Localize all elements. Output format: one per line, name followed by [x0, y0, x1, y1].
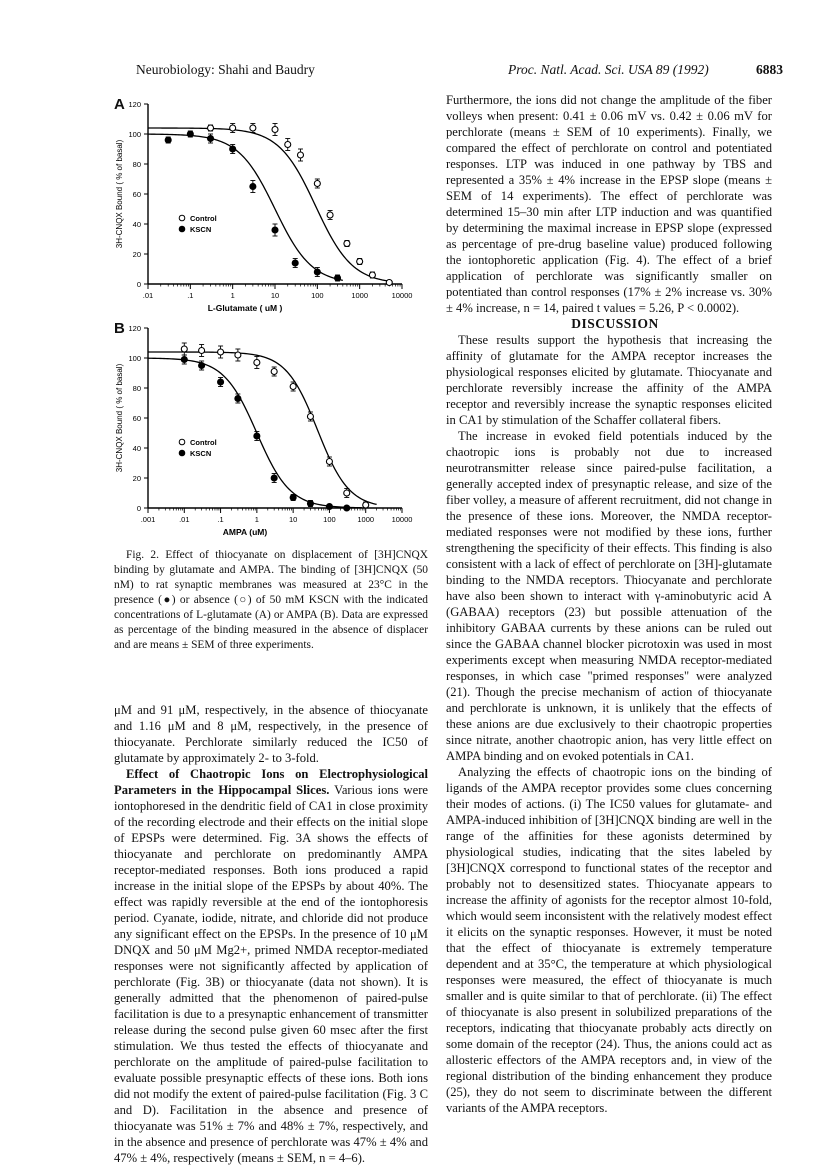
legend-label: Control: [190, 438, 217, 447]
legend-marker: [179, 226, 185, 232]
data-point-control: [363, 502, 369, 508]
data-point-control: [369, 272, 375, 278]
data-point-control: [235, 352, 241, 358]
data-point-control: [285, 142, 291, 148]
x-tick-label: .1: [217, 515, 224, 524]
paragraph-ic50: μM and 91 μM, respectively, in the absence of thiocyanate and 1.16 μM and 8 μM, respectively, in the presence of thiocyanate. Perchlorate similarly reduced the IC50 of glutamate by approximately 2- to 3-fold.: [114, 703, 428, 765]
fit-curve-kscn: [148, 134, 343, 280]
data-point-control: [307, 414, 313, 420]
data-point-control: [208, 125, 214, 131]
x-tick-label: 10: [288, 515, 298, 524]
data-point-kscn: [344, 505, 350, 511]
data-point-control: [314, 181, 320, 187]
data-point-kscn: [314, 269, 320, 275]
data-point-control: [327, 212, 333, 218]
paragraph-electrophysiology: Effect of Chaotropic Ions on Electrophysiological Parameters in the Hippocampal Slices. Various ions were iontophoresed in the dendritic field of CA1 in close proximity of the recording electrode and their effects on the initial slope of EPSPs were determined. Fig. 3A shows the effects of thiocyanate and perchlorate on predominantly AMPA receptor-mediated responses. Both ions produced a rapid increase in the initial slope of the EPSPs by about 40%. The effect was rapidly reversible at the end of the iontophoresis period. Cyanate, iodide, nitrate, and chloride did not produce any significant effect on the EPSPs. In the presence of 10 μM DNQX and 50 μM Mg2+, primed NMDA receptor-mediated responses were not significantly affected by application of perchlorate (Fig. 3B) or thiocyanate (data not shown). It is generally admitted that the phenomenon of paired-pulse facilitation is due to a presynaptic enhancement of transmitter release during the second pulse given 60 msec after the first stimulation. We thus tested the effects of thiocyanate and perchlorate on the amplitude of paired-pulse facilitation to evaluate possible presynaptic effects of these ions. Both ions did not modify the extent of paired-pulse facilitation (Fig. 3 C and D). Facilitation in the absence and presence of thiocyanate was 51% ± 7% and 48% ± 7%, respectively, and in the absence and presence of perchlorate was 47% ± 4% and 47% ± 4%, respectively (means ± SEM, n = 4–6).: [114, 767, 428, 1165]
data-point-control: [344, 490, 350, 496]
data-point-kscn: [165, 137, 171, 143]
right-column: [446, 92, 772, 1116]
x-axis-label: L-Glutamate ( uM ): [207, 303, 283, 313]
x-tick-label: 1: [254, 515, 259, 524]
discussion-heading: DISCUSSION: [571, 316, 659, 331]
legend-label: KSCN: [190, 225, 212, 234]
data-point-control: [250, 125, 256, 131]
data-point-kscn: [326, 504, 332, 510]
x-tick-label: .01: [142, 291, 154, 300]
fit-curve-control: [148, 352, 377, 504]
y-tick-label: 80: [132, 384, 141, 393]
y-tick-label: 0: [136, 280, 141, 289]
y-tick-label: 120: [128, 324, 141, 333]
y-tick-label: 100: [128, 354, 141, 363]
x-tick-label: 10000: [391, 291, 413, 300]
y-tick-label: 40: [132, 220, 141, 229]
panel-label-a: A: [114, 96, 125, 113]
x-tick-label: 1000: [357, 515, 375, 524]
x-tick-label: 1000: [351, 291, 369, 300]
x-tick-label: 100: [323, 515, 336, 524]
legend-marker: [179, 450, 185, 456]
x-tick-label: 10000: [391, 515, 413, 524]
data-point-kscn: [218, 379, 224, 385]
data-point-control: [271, 369, 277, 375]
y-tick-label: 20: [132, 250, 141, 259]
chart-panel-a: [110, 92, 430, 314]
data-point-control: [199, 348, 205, 354]
running-header-authors: Neurobiology: Shahi and Baudry: [136, 62, 315, 77]
legend-label: Control: [190, 214, 217, 223]
y-tick-label: 40: [132, 444, 141, 453]
data-point-kscn: [272, 227, 278, 233]
data-point-control: [272, 127, 278, 133]
fit-curve-control: [148, 128, 393, 282]
page-number: 6883: [756, 62, 783, 77]
y-tick-label: 60: [132, 190, 141, 199]
x-tick-label: .01: [179, 515, 190, 524]
data-point-kscn: [199, 363, 205, 369]
data-point-kscn: [254, 433, 260, 439]
y-tick-label: 60: [132, 414, 141, 423]
paragraph-discussion-1: These results support the hypothesis that increasing the affinity of glutamate for the AMPA receptor increases the physiological responses elicited by glutamate. Thiocyanate and perchlorate reversibly increase the affinity of the AMPA receptor and reversibly increase the synaptic responses elicited in CA1 by stimulation of the Schaffer collateral fibers.: [446, 333, 772, 427]
y-tick-label: 80: [132, 160, 141, 169]
data-point-control: [218, 349, 224, 355]
data-point-control: [290, 384, 296, 390]
data-point-kscn: [235, 396, 241, 402]
data-point-kscn: [181, 357, 187, 363]
data-point-kscn: [335, 275, 341, 281]
chart-panel-b: [110, 316, 430, 538]
left-column: [114, 702, 428, 1166]
data-point-control: [297, 152, 303, 158]
y-tick-label: 120: [128, 100, 141, 109]
data-point-kscn: [290, 495, 296, 501]
paragraph-fiber-volleys: Furthermore, the ions did not change the amplitude of the fiber volleys when present: 0.41 ± 0.06 mV vs. 0.42 ± 0.06 mV for perchlorate (means ± SEM of 10 experiments). Finally, we compared the effect of perchlorate on control and potentiated responses. LTP was induced in one pathway by TBS and represented a 35% ± 4% increase in the EPSP slope (means ± SEM of 14 experiments). The effect of perchlorate was determined 15–30 min after LTP induction and was quantified by determining the maximal increase in EPSP slope (expressed as percentage of pre-drug baseline value) produced following the iontophoretic application (Fig. 4). The effect of a brief application of perchlorate was significantly smaller on potentiated than control responses (17% ± 2% increase vs. 30% ± 4% increase, n = 14, paired t values = 5.26, P < 0.0002).: [446, 93, 772, 315]
data-point-kscn: [250, 184, 256, 190]
y-axis-label: 3H-CNQX Bound ( % of basal): [115, 363, 124, 473]
data-point-kscn: [230, 146, 236, 152]
data-point-control: [254, 360, 260, 366]
paragraph-discussion-3: Analyzing the effects of chaotropic ions on the binding of ligands of the AMPA receptor provides some clues concerning their modes of actions. (i) The IC50 values for glutamate- and AMPA-induced inhibition of [3H]CNQX binding are well in the range of the affinities for these agonists determined by physiological studies, indicating that the sites labeled by [3H]CNQX correspond to functional states of the receptor and probably not to desensitized states. Thiocyanate appears to increase the affinity of agonists for the receptor almost 10-fold, which would seem inconsistent with the relatively modest effect it elicits on the synaptic responses. However, it must be noted that the effect of thiocyanate is extremely temperature dependent and at 35°C, the temperature at which physiological responses were measured, the effect of thiocyanate is much smaller and is quite similar to that of perchlorate. (ii) The effect of thiocyanate is also present in solubilized preparations of the receptors, indicating that thiocyanate probably acts directly on some domain of the receptor (24). Thus, the anions could act as allosteric effectors of the AMPA receptors and, in view of the regional distribution of the binding enhancement they produce (25), they do not seem to discriminate between the different variants of the AMPA receptors.: [446, 765, 772, 1115]
data-point-control: [326, 459, 332, 465]
data-point-control: [344, 241, 350, 247]
legend-marker: [179, 215, 185, 221]
data-point-kscn: [292, 260, 298, 266]
x-tick-label: 1: [230, 291, 235, 300]
data-point-control: [386, 280, 392, 286]
data-point-kscn: [271, 475, 277, 481]
section-subheading: Effect of Chaotropic Ions on Electrophysiological Parameters in the Hippocampal Slices.: [114, 767, 428, 797]
data-point-kscn: [187, 131, 193, 137]
y-axis-label: 3H-CNQX Bound ( % of basal): [115, 139, 124, 249]
x-tick-label: .001: [140, 515, 156, 524]
paragraph-discussion-2: The increase in evoked field potentials induced by the chaotropic ions is probably not due to increased neurotransmitter release since paired-pulse facilitation, a generally accepted index of presynaptic release, and size of the fiber volley, a measure of afferent recruitment, did not change in the presence of these ions. Moreover, the NMDA receptor-mediated responses were not modified by these ions, further strengthening the specificity of their effects. This finding is also consistent with a lack of effect of perchlorate on [3H]-glutamate binding to the NMDA receptors. Thiocyanate and perchlorate have also been shown to interact with γ-aminobutyric acid A (GABAA) receptors (23) but possible attenuation of the inhibitory GABAA currents by these anions can be ruled out since the GABAA channel blocker picrotoxin was used in most experiments except when measuring NMDA receptor-mediated responses, in which case "primed responses" were analyzed (21). Though the precise mechanism of action of thiocyanate and perchlorate is unknown, it is unlikely that the effects of these anions are due exclusively to their chaotropic properties since nitrate, another chaotropic anion, has very little effect on AMPA binding and on evoked potentials in CA1.: [446, 429, 772, 763]
legend-label: KSCN: [190, 449, 212, 458]
data-point-kscn: [307, 501, 313, 507]
data-point-control: [230, 125, 236, 131]
y-tick-label: 0: [136, 504, 141, 513]
y-tick-label: 20: [132, 474, 141, 483]
running-header-journal: Proc. Natl. Acad. Sci. USA 89 (1992): [508, 62, 709, 77]
x-tick-label: 100: [311, 291, 324, 300]
data-point-kscn: [208, 136, 214, 142]
x-tick-label: .1: [187, 291, 194, 300]
data-point-control: [357, 259, 363, 265]
data-point-control: [181, 346, 187, 352]
x-axis-label: AMPA (uM): [222, 527, 268, 537]
x-tick-label: 10: [270, 291, 280, 300]
panel-label-b: B: [114, 320, 125, 337]
y-tick-label: 100: [128, 130, 141, 139]
figure-caption: Fig. 2. Effect of thiocyanate on displacement of [3H]CNQX binding by glutamate and AMPA. The binding of [3H]CNQX (50 nM) to rat synaptic membranes was measured at 23°C in the presence (●) or absence (○) of 50 mM KSCN with the indicated concentrations of L-glutamate (A) or AMPA (B). Data are expressed as percentage of the binding measured in the absence of displacer and are means ± SEM of three experiments.: [114, 549, 428, 651]
legend-marker: [179, 439, 185, 445]
